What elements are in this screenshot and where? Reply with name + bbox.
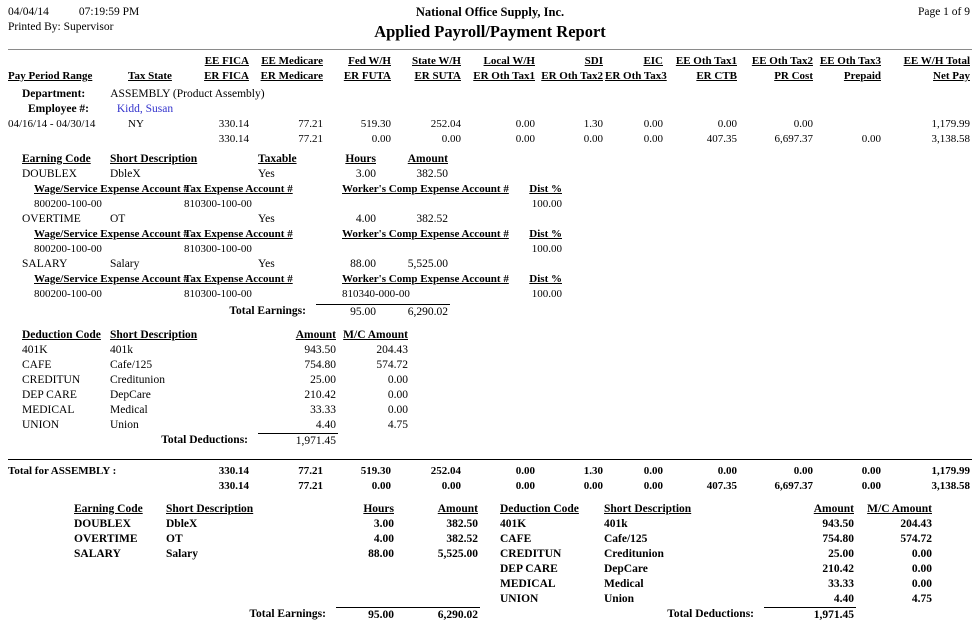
deduction-mc-amount: 574.72 xyxy=(900,533,932,545)
total-value-cell: 407.35 xyxy=(706,480,737,492)
short-description-header: Short Description xyxy=(110,153,198,165)
deduction-amount: 33.33 xyxy=(828,578,854,590)
total-value-cell: 252.04 xyxy=(430,465,461,477)
tax-value-cell: 330.14 xyxy=(218,118,249,130)
tax-account-value: 810300-100-00 xyxy=(184,288,252,300)
report-date: 04/04/14 xyxy=(8,6,49,18)
earning-desc: DbleX xyxy=(110,168,141,180)
deductions-header xyxy=(22,328,972,343)
comp-account-header: Worker's Comp Expense Account # xyxy=(342,183,509,195)
total-deductions-label: Total Deductions: xyxy=(161,434,248,446)
col-header-statewh-suta: State W/H ER SUTA xyxy=(412,55,461,82)
report-header xyxy=(8,5,972,47)
earning-taxable: Yes xyxy=(258,258,275,270)
earning-amount: 382.50 xyxy=(416,168,448,180)
total-earnings-label: Total Earnings: xyxy=(229,305,306,317)
deduction-row xyxy=(22,358,972,373)
deduction-desc: Medical xyxy=(604,578,644,590)
dist-header: Dist % xyxy=(529,228,562,240)
section-divider xyxy=(8,459,972,460)
dist-header: Dist % xyxy=(529,183,562,195)
header-divider xyxy=(8,49,972,50)
deduction-amount: 210.42 xyxy=(822,563,854,575)
summary-total-deductions-row xyxy=(500,607,934,623)
deduction-code: 401K xyxy=(500,518,527,530)
col-header-fica: EE FICA ER FICA xyxy=(204,55,249,82)
total-value-cell: 0.00 xyxy=(441,480,461,492)
short-description-header: Short Description xyxy=(604,503,692,515)
deduction-row xyxy=(22,403,972,418)
total-value-cell: 0.00 xyxy=(515,465,535,477)
tax-value-cell: 0.00 xyxy=(515,133,535,145)
deduction-desc: Cafe/125 xyxy=(604,533,648,545)
summary-total-earnings-row xyxy=(74,607,480,623)
earnings-section xyxy=(8,152,972,320)
earning-hours: 4.00 xyxy=(355,213,376,225)
tax-value-cell: 0.00 xyxy=(583,133,603,145)
col-header-tax-state: Tax State xyxy=(128,70,172,82)
total-deductions-amount: 1,971.45 xyxy=(258,433,338,449)
total-value-cell: 0.00 xyxy=(643,465,663,477)
col-header-fedwh-futa: Fed W/H ER FUTA xyxy=(343,55,391,82)
total-value-cell: 0.00 xyxy=(861,465,881,477)
deduction-row xyxy=(22,343,972,358)
tax-value-cell: 519.30 xyxy=(360,118,391,130)
account-value-row xyxy=(34,197,972,212)
deduction-code: MEDICAL xyxy=(500,578,556,590)
total-value-cell: 0.00 xyxy=(717,465,737,477)
col-header-medicare: EE Medicare ER Medicare xyxy=(260,55,323,82)
earning-hours: 3.00 xyxy=(355,168,376,180)
deduction-mc-amount: 0.00 xyxy=(387,404,408,416)
total-value-cell: 77.21 xyxy=(298,480,323,492)
col-header-eeothtax3-prepaid: EE Oth Tax3 Prepaid xyxy=(819,55,881,82)
taxable-header: Taxable xyxy=(258,153,297,165)
total-value-cell: 330.14 xyxy=(218,480,249,492)
deduction-mc-amount: 4.75 xyxy=(911,593,932,605)
total-value-cell: 1,179.99 xyxy=(931,465,970,477)
deduction-amount: 943.50 xyxy=(822,518,854,530)
department-summary xyxy=(8,502,972,623)
tax-state-value: NY xyxy=(128,118,144,130)
deduction-desc: Medical xyxy=(110,404,148,416)
summary-earnings-header xyxy=(74,502,480,517)
tax-value-cell xyxy=(815,117,883,132)
total-earnings-hours: 95.00 xyxy=(316,304,378,320)
deduction-mc-amount: 0.00 xyxy=(911,563,932,575)
deduction-mc-amount: 0.00 xyxy=(387,389,408,401)
wage-account-value: 800200-100-00 xyxy=(34,288,102,300)
earning-desc: Salary xyxy=(110,258,140,270)
dist-value: 100.00 xyxy=(531,288,562,300)
employee-name-link[interactable]: Kidd, Susan xyxy=(116,103,174,115)
report-title: Applied Payroll/Payment Report xyxy=(374,22,606,41)
col-header-sdi-othtax2: SDI ER Oth Tax2 xyxy=(541,55,603,82)
tax-value-cell: 0.00 xyxy=(515,118,535,130)
total-value-cell: 0.00 xyxy=(583,480,603,492)
total-value-cell: 0.00 xyxy=(793,465,813,477)
tax-account-header: Tax Expense Account # xyxy=(184,183,293,195)
earning-amount: 382.50 xyxy=(446,518,478,530)
department-total-row-er xyxy=(8,479,972,494)
tax-value-cell: 0.00 xyxy=(643,133,663,145)
deduction-amount: 33.33 xyxy=(310,404,336,416)
earning-code: OVERTIME xyxy=(74,533,138,545)
deduction-desc: 401k xyxy=(110,344,133,356)
earnings-header xyxy=(22,152,972,167)
dist-header: Dist % xyxy=(529,273,562,285)
printed-by-value: Supervisor xyxy=(63,21,114,33)
wage-account-value: 800200-100-00 xyxy=(34,243,102,255)
short-description-header: Short Description xyxy=(166,503,254,515)
deduction-mc-amount: 0.00 xyxy=(911,578,932,590)
deduction-amount: 25.00 xyxy=(310,374,336,386)
deduction-mc-amount: 0.00 xyxy=(387,374,408,386)
department-value: ASSEMBLY (Product Assembly) xyxy=(110,88,265,100)
hours-header: Hours xyxy=(363,503,394,515)
deductions-section xyxy=(8,328,972,449)
deduction-row xyxy=(22,373,972,388)
deduction-amount: 754.80 xyxy=(822,533,854,545)
total-value-cell: 330.14 xyxy=(218,465,249,477)
earning-code: DOUBLEX xyxy=(74,518,131,530)
tax-value-cell: 0.00 xyxy=(643,118,663,130)
earning-amount: 382.52 xyxy=(416,213,448,225)
total-value-cell: 77.21 xyxy=(298,465,323,477)
summary-deductions-header xyxy=(500,502,934,517)
col-header-whtotal-netpay: EE W/H Total Net Pay xyxy=(903,55,970,82)
deduction-mc-amount: 0.00 xyxy=(911,548,932,560)
earning-row xyxy=(22,257,972,272)
total-value-cell: 519.30 xyxy=(360,465,391,477)
deduction-row xyxy=(22,418,972,433)
deduction-code-header: Deduction Code xyxy=(22,329,101,341)
earning-taxable: Yes xyxy=(258,168,275,180)
dist-value: 100.00 xyxy=(531,198,562,210)
company-name: National Office Supply, Inc. xyxy=(415,5,565,19)
total-value-cell: 1.30 xyxy=(583,465,603,477)
deduction-desc: 401k xyxy=(604,518,628,530)
deduction-code: UNION xyxy=(500,593,539,605)
deduction-amount: 943.50 xyxy=(304,344,336,356)
total-value-cell: 0.00 xyxy=(643,480,663,492)
tax-value-cell: 252.04 xyxy=(430,118,461,130)
hours-header: Hours xyxy=(345,153,376,165)
tax-value-cell: 0.00 xyxy=(441,133,461,145)
earning-hours: 88.00 xyxy=(368,548,394,560)
account-value-row xyxy=(34,242,972,257)
deduction-code-header: Deduction Code xyxy=(500,503,579,515)
employee-tax-row-er xyxy=(8,132,972,147)
deduction-desc: Union xyxy=(604,593,635,605)
comp-account-header: Worker's Comp Expense Account # xyxy=(342,228,509,240)
earning-code-header: Earning Code xyxy=(22,153,91,165)
deduction-amount: 754.80 xyxy=(304,359,336,371)
earning-hours: 88.00 xyxy=(350,258,376,270)
earning-code: SALARY xyxy=(74,548,121,560)
deduction-code: CAFE xyxy=(500,533,532,545)
earning-code: DOUBLEX xyxy=(22,168,77,180)
earning-desc: OT xyxy=(166,533,183,545)
earning-amount: 382.52 xyxy=(446,533,478,545)
earning-row xyxy=(22,212,972,227)
tax-value-cell: 1.30 xyxy=(583,118,603,130)
account-header-row xyxy=(34,272,972,287)
total-earnings-label: Total Earnings: xyxy=(249,608,326,620)
col-header-eeothtax2-prcost: EE Oth Tax2 PR Cost xyxy=(751,55,813,82)
tax-value-cell: 77.21 xyxy=(298,118,323,130)
deduction-code: 401K xyxy=(22,344,48,356)
department-label: Department: xyxy=(22,88,86,100)
total-earnings-amount: 6,290.02 xyxy=(378,304,450,320)
amount-header: Amount xyxy=(407,153,448,165)
total-value-cell: 0.00 xyxy=(515,480,535,492)
summary-deductions xyxy=(500,502,934,623)
deduction-code: DEP CARE xyxy=(22,389,77,401)
total-deductions-row xyxy=(22,433,972,449)
tax-value-cell: 1,179.99 xyxy=(931,118,970,130)
total-value-cell: 0.00 xyxy=(861,480,881,492)
earning-hours: 3.00 xyxy=(373,518,394,530)
deduction-desc: Cafe/125 xyxy=(110,359,153,371)
tax-account-value: 810300-100-00 xyxy=(184,198,252,210)
tax-value-cell: 77.21 xyxy=(298,133,323,145)
earning-code: OVERTIME xyxy=(22,213,81,225)
deduction-desc: Creditunion xyxy=(110,374,165,386)
total-earnings-amount: 6,290.02 xyxy=(396,607,480,623)
total-value-cell: 6,697.37 xyxy=(774,480,813,492)
deduction-mc-amount: 4.75 xyxy=(387,419,408,431)
deduction-code: UNION xyxy=(22,419,60,431)
tax-value-cell: 0.00 xyxy=(861,133,881,145)
amount-header: Amount xyxy=(295,329,336,341)
deduction-code: CREDITUN xyxy=(22,374,81,386)
deduction-mc-amount: 204.43 xyxy=(376,344,408,356)
summary-earning-rows xyxy=(74,517,480,562)
deduction-code: CAFE xyxy=(22,359,52,371)
col-header-pay-period: Pay Period Range xyxy=(8,70,93,82)
earning-hours: 4.00 xyxy=(373,533,394,545)
deduction-code: DEP CARE xyxy=(500,563,558,575)
report-time: 07:19:59 PM xyxy=(78,6,140,18)
comp-account-header: Worker's Comp Expense Account # xyxy=(342,273,509,285)
deduction-desc: DepCare xyxy=(110,389,151,401)
tax-value-cell: 0.00 xyxy=(371,133,391,145)
amount-header: Amount xyxy=(813,503,854,515)
deduction-amount: 4.40 xyxy=(833,593,854,605)
mc-amount-header: M/C Amount xyxy=(867,503,932,515)
comp-account-value xyxy=(342,242,512,257)
earning-code: SALARY xyxy=(22,258,68,270)
tax-value-cell: 407.35 xyxy=(706,133,737,145)
comp-account-value: 810340-000-00 xyxy=(342,288,410,300)
comp-account-value xyxy=(342,197,512,212)
printed-by-label: Printed By: xyxy=(8,21,61,33)
deduction-desc: Creditunion xyxy=(604,548,664,560)
employee-label: Employee #: xyxy=(28,103,90,115)
pay-period-value: 04/16/14 - 04/30/14 xyxy=(8,118,96,130)
tax-value-cell: 330.14 xyxy=(218,133,249,145)
mc-amount-header: M/C Amount xyxy=(343,329,408,341)
department-total-row-ee xyxy=(8,464,972,479)
tax-table-header xyxy=(8,54,972,84)
summary-earnings xyxy=(74,502,480,623)
total-deductions-amount: 1,971.45 xyxy=(764,607,856,623)
deduction-amount: 25.00 xyxy=(828,548,854,560)
col-header-localwh-othtax1: Local W/H ER Oth Tax1 xyxy=(473,55,535,82)
wage-account-header: Wage/Service Expense Account # xyxy=(34,273,189,285)
department-total-label: Total for ASSEMBLY : xyxy=(8,465,117,477)
wage-account-value: 800200-100-00 xyxy=(34,198,102,210)
earning-amount: 5,525.00 xyxy=(437,548,478,560)
short-description-header: Short Description xyxy=(110,329,198,341)
earning-taxable: Yes xyxy=(258,213,275,225)
amount-header: Amount xyxy=(437,503,478,515)
deduction-code: CREDITUN xyxy=(500,548,562,560)
deduction-amount: 210.42 xyxy=(304,389,336,401)
total-earnings-row xyxy=(22,304,972,320)
account-header-row xyxy=(34,182,972,197)
deduction-desc: Union xyxy=(110,419,139,431)
wage-account-header: Wage/Service Expense Account # xyxy=(34,183,189,195)
deduction-amount: 4.40 xyxy=(315,419,336,431)
header-left xyxy=(8,5,169,35)
employee-row xyxy=(28,102,972,117)
deduction-mc-amount: 204.43 xyxy=(900,518,932,530)
tax-value-cell: 3,138.58 xyxy=(931,133,970,145)
deduction-desc: DepCare xyxy=(604,563,648,575)
col-header-eeothtax1-ctb: EE Oth Tax1 ER CTB xyxy=(675,55,737,82)
wage-account-header: Wage/Service Expense Account # xyxy=(34,228,189,240)
department-row xyxy=(22,87,972,102)
tax-account-header: Tax Expense Account # xyxy=(184,273,293,285)
deduction-mc-amount: 574.72 xyxy=(376,359,408,371)
account-header-row xyxy=(34,227,972,242)
earning-desc: DbleX xyxy=(166,518,198,530)
deduction-code: MEDICAL xyxy=(22,404,75,416)
page-indicator: Page 1 of 9 xyxy=(917,6,970,18)
total-value-cell: 3,138.58 xyxy=(931,480,970,492)
tax-value-cell: 6,697.37 xyxy=(774,133,813,145)
earning-amount: 5,525.00 xyxy=(407,258,448,270)
earning-code-header: Earning Code xyxy=(74,503,143,515)
deduction-row xyxy=(22,388,972,403)
tax-value-cell: 0.00 xyxy=(717,118,737,130)
employee-tax-row-ee xyxy=(8,117,972,132)
total-value-cell: 0.00 xyxy=(371,480,391,492)
tax-account-value: 810300-100-00 xyxy=(184,243,252,255)
tax-account-header: Tax Expense Account # xyxy=(184,228,293,240)
dist-value: 100.00 xyxy=(531,243,562,255)
earning-row xyxy=(22,167,972,182)
total-deductions-label: Total Deductions: xyxy=(667,608,754,620)
account-value-row xyxy=(34,287,972,302)
tax-value-cell: 0.00 xyxy=(793,118,813,130)
col-header-eic-othtax3: EIC ER Oth Tax3 xyxy=(605,55,667,82)
summary-deduction-rows xyxy=(500,517,934,607)
earning-desc: Salary xyxy=(166,548,198,560)
earning-desc: OT xyxy=(110,213,126,225)
total-earnings-hours: 95.00 xyxy=(336,607,396,623)
